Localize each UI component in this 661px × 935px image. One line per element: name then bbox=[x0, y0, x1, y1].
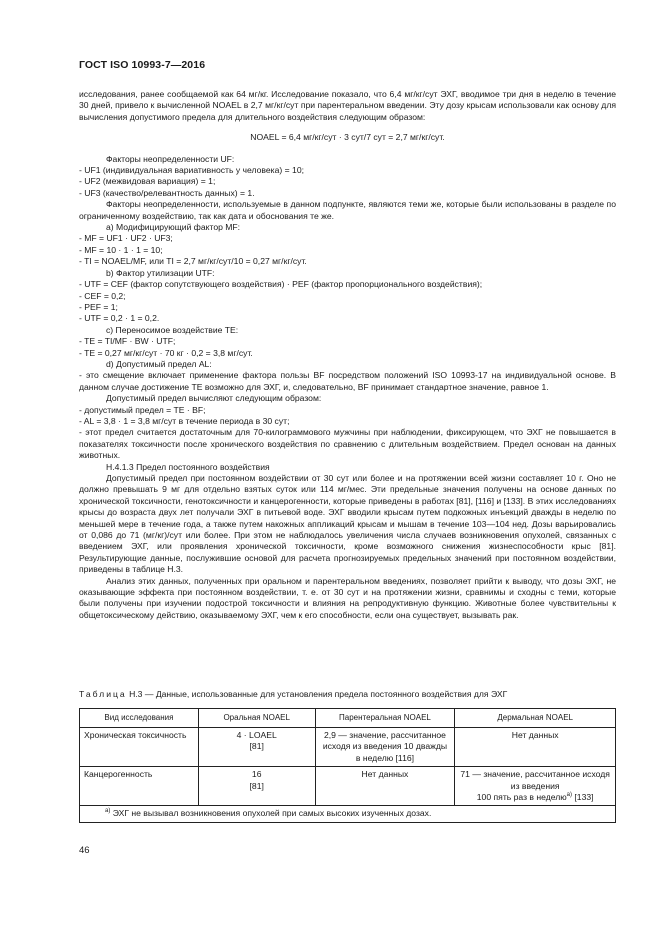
table-row bbox=[80, 767, 616, 806]
list-item: - TE = TI/MF · BW · UTF; bbox=[79, 336, 176, 347]
table-header-cell: Парентеральная NOAEL bbox=[315, 709, 455, 728]
document-body bbox=[79, 89, 616, 621]
list-item: - TI = NOAEL/MF, или TI = 2,7 мг/кг/сут/10 = 0,27 мг/кг/сут. bbox=[79, 256, 307, 267]
paragraph: Допустимый предел при постоянном воздействии от 30 сут или более и на протяжении всей жизни составляет 10 г. Оно не должно превышать 9 мг для отдельно взятых суток или 114 мг/мес. Эти предельные значения получены на основе данных по хронической токсичности, генотоксичности и канцерогенности, которые приведены в работах [81], [116] и [133]. В этих исследованиях крысы до возраста двух лет получали ЭХГ в питьевой воде. ЭХГ вводили крысам путем подкожных инъекций дважды в неделю по меньшей мере в течение года, а также путем накожных аппликаций крысам и мышам в течение 103—104 нед. Дозы варьировались от 0,086 до 71 (мг/кг)/сут или более. При этом не наблюдалось увеличения числа случаев возникновения опухолей, связанных с введением ЭХГ, или проявления хронической токсичности, кроме возможного снижения жизнеспособности крыс [81]. Результирующие данные, послужившие основой для расчета прогнозируемых предельных значений при постоянном воздействии, приведены в таблице Н.3. bbox=[79, 473, 616, 575]
list-heading: с) Переносимое воздействие TE: bbox=[106, 324, 239, 335]
table-cell: Нет данных bbox=[455, 728, 616, 767]
list-item: - PEF = 1; bbox=[79, 301, 118, 312]
cell-value: 16 bbox=[251, 769, 262, 780]
paragraph: Анализ этих данных, полученных при оральном и парентеральном введениях, позволяет прийти к выводу, что дозы ЭХГ, не оказывающие эффекта при постоянном воздействии, т. е. от 30 сут и на протяжении жизни, сравнимы и сходны с теми, которые были получены при изучении подострой токсичности и влияния на репродуктивную функцию. Животные более чувствительны к общетоксическому действию, оказываемому ЭХГ, чем к его способности, если она существует, вызывать рак. bbox=[79, 575, 616, 620]
list-heading: d) Допустимый предел AL: bbox=[106, 358, 212, 369]
table-cell: Хроническая токсичность bbox=[80, 728, 199, 767]
paragraph: Факторы неопределенности UF: bbox=[106, 153, 235, 164]
table-cell bbox=[455, 767, 616, 806]
list-item: - UF3 (качество/релевантность данных) = 1. bbox=[79, 187, 255, 198]
footnote-marker: a) bbox=[566, 792, 573, 799]
list-item: - UTF = 0,2 · 1 = 0,2. bbox=[79, 313, 160, 324]
paragraph: исследования, ранее сообщаемой как 64 мг/кг. Исследование показало, что 6,4 мг/кг/сут ЭХГ, вводимое три дня в неделю в течение 30 дней, привело к вычисленной NOAEL в 2,7 мг/кг/сут при парентеральном введении. Эту дозу крысам использовали как основу для вычисления допустимого предела для длительного воздействия следующим образом: bbox=[79, 89, 616, 122]
table-cell: Канцерогенность bbox=[80, 767, 199, 806]
table-row bbox=[80, 728, 616, 767]
section-heading: Н.4.1.3 Предел постоянного воздействия bbox=[106, 461, 270, 472]
list-heading: а) Модифицирующий фактор MF: bbox=[106, 222, 241, 233]
list-item: - MF = UF1 · UF2 · UF3; bbox=[79, 233, 173, 244]
cell-value: 4 · LOAEL bbox=[236, 730, 277, 740]
cell-value: 71 — значение, рассчитанное исходя из введения bbox=[460, 769, 610, 791]
list-item: - это смещение включает применение фактора пользы BF посредством положений ISO 10993-17 на индивидуальной основе. В данном случае достижение TE возможно для ЭХГ, и, следовательно, BF принимает стандартное значение, равное 1. bbox=[79, 370, 616, 392]
table-caption-prefix: Таблица bbox=[79, 689, 127, 699]
list-item: - MF = 10 · 1 · 1 = 10; bbox=[79, 244, 163, 255]
list-item: - UF2 (межвидовая вариация) = 1; bbox=[79, 176, 216, 187]
list-item: - допустимый предел = TE · BF; bbox=[79, 404, 206, 415]
cell-reference: [133] bbox=[572, 792, 594, 803]
page-number: 46 bbox=[79, 845, 90, 856]
table-caption-text: Н.3 — Данные, использованные для установления предела постоянного воздействия для ЭХГ bbox=[126, 689, 508, 699]
list-item: - AL = 3,8 · 1 = 3,8 мг/сут в течение периода в 30 сут; bbox=[79, 415, 290, 426]
table-footnote-row bbox=[80, 806, 616, 822]
table-header-cell: Вид исследования bbox=[80, 709, 199, 728]
list-item: - этот предел считается достаточным для 70-килограммового мужчины при наблюдении, фиксирующем, что ЭХГ не повышается в показателях токсичности после хронического воздействия по сравнению с длительным воздействием. Предел основан на данных животных. bbox=[79, 427, 616, 461]
paragraph: Допустимый предел вычисляют следующим образом: bbox=[106, 393, 322, 404]
cell-value-line bbox=[459, 792, 611, 803]
data-table bbox=[79, 708, 616, 823]
table-cell: Нет данных bbox=[315, 767, 455, 806]
table-header-row bbox=[80, 709, 616, 728]
table-cell bbox=[198, 728, 315, 767]
list-item: - UF1 (индивидуальная вариативность у человека) = 10; bbox=[79, 165, 304, 176]
list-item: - UTF = CEF (фактор сопутствующего воздействия) · PEF (фактор пропорционального воздействия); bbox=[79, 279, 483, 290]
table-footnote bbox=[80, 806, 616, 822]
list-item: - TE = 0,27 мг/кг/сут · 70 кг · 0,2 = 3,8 мг/сут. bbox=[79, 347, 253, 358]
list-heading: b) Фактор утилизации UTF: bbox=[106, 267, 215, 278]
paragraph: Факторы неопределенности, используемые в данном подпункте, являются теми же, которые были использованы в разделе по ограниченному воздействию, так как дата и обоснования те же. bbox=[79, 199, 616, 221]
cell-text: 100 пять раз в неделю bbox=[476, 792, 567, 803]
cell-reference: [81] bbox=[249, 741, 264, 752]
table-cell bbox=[198, 767, 315, 806]
table-header-cell: Дермальная NOAEL bbox=[455, 709, 616, 728]
footnote-text: ЭХГ не вызывал возникновения опухолей при самых высоких изученных дозах. bbox=[110, 808, 432, 819]
table-caption bbox=[79, 689, 616, 700]
table-header-cell: Оральная NOAEL bbox=[198, 709, 315, 728]
list-item: - CEF = 0,2; bbox=[79, 290, 126, 301]
table-cell: 2,9 — значение, рассчитанное исходя из введения 10 дважды в неделю [116] bbox=[315, 728, 455, 767]
equation-noael: NOAEL = 6,4 мг/кг/сут · 3 сут/7 сут = 2,7 мг/кг/сут. bbox=[250, 132, 445, 143]
document-header: ГОСТ ISO 10993-7—2016 bbox=[79, 59, 206, 71]
cell-reference: [81] bbox=[249, 780, 264, 791]
footnote-marker: a) bbox=[105, 808, 111, 815]
